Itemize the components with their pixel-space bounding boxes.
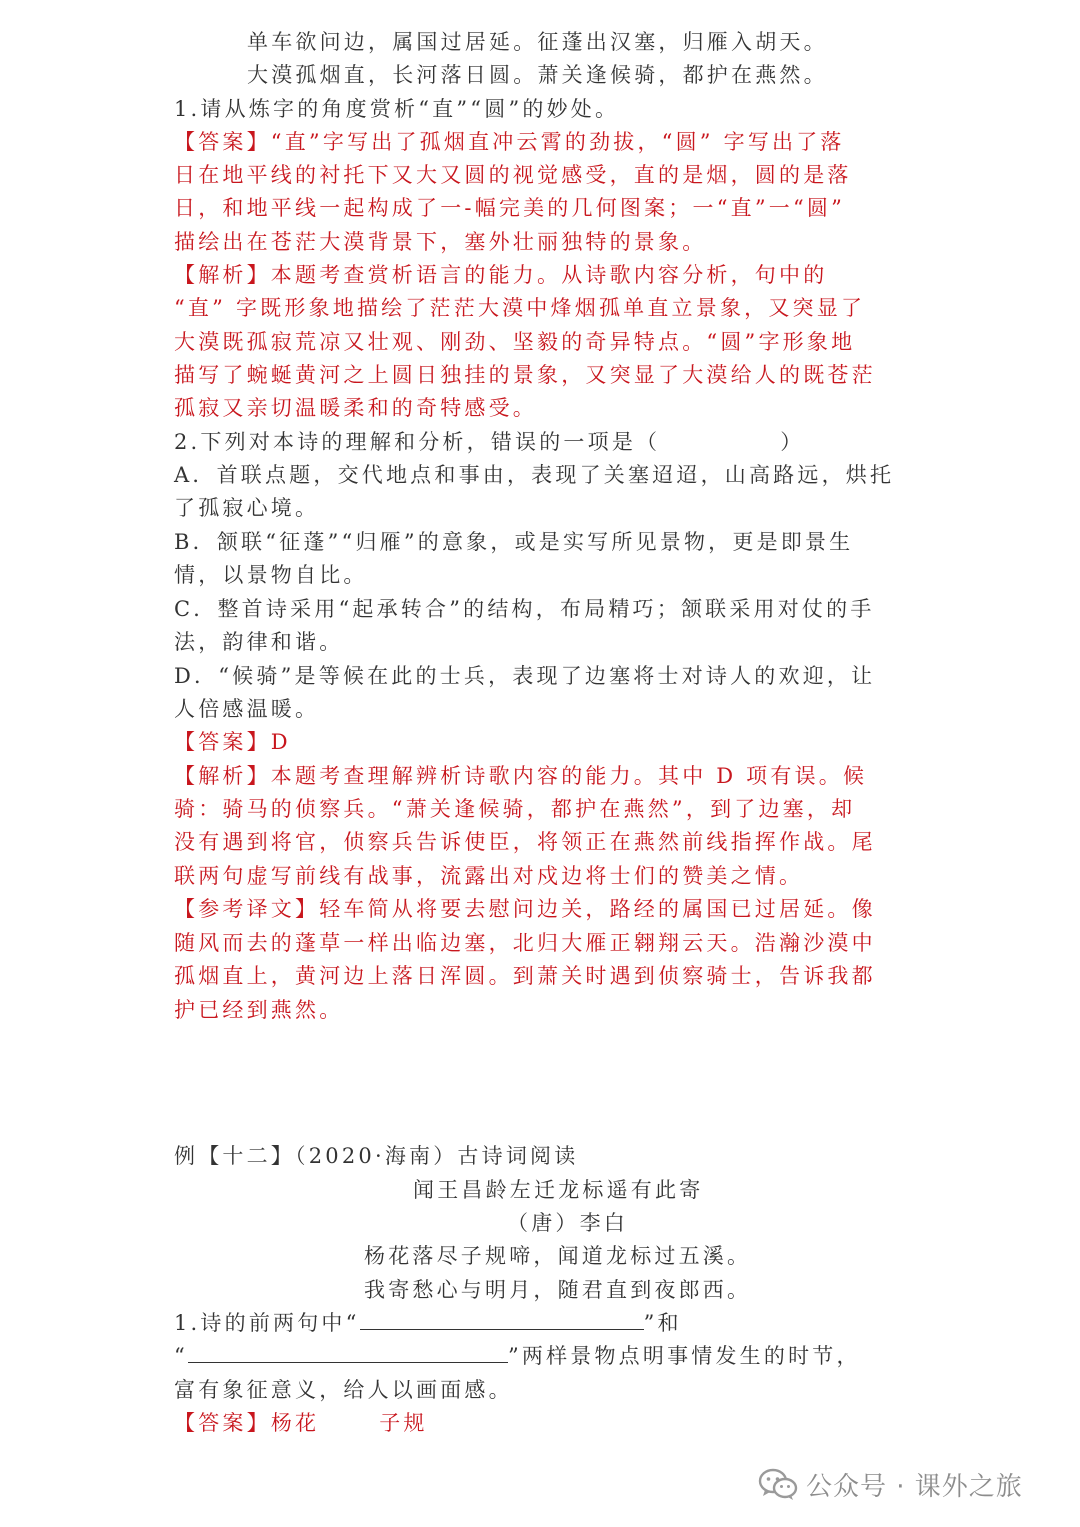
option-a-line-2: 了孤寂心境。	[174, 496, 320, 520]
wechat-icon	[758, 1467, 798, 1501]
answer-2: 【答案】D	[174, 730, 291, 754]
analysis-2-line-3: 没有遇到将官，侦察兵告诉使臣，将领正在燕然前线指挥作战。尾	[174, 830, 876, 854]
translation-line-1: 【参考译文】轻车简从将要去慰问边关，路经的属国已过居延。像	[174, 897, 876, 921]
example-12-heading: 例【十二】（2020·海南）古诗词阅读	[174, 1144, 579, 1168]
option-c-line-2: 法，韵律和谐。	[174, 630, 344, 654]
analysis-2-line-4: 联两句虚写前线有战事，流露出对戍边将士们的赞美之情。	[174, 864, 804, 888]
poem-2-line-1: 杨花落尽子规啼，闻道龙标过五溪。	[364, 1244, 752, 1268]
poem-2-line-2: 我寄愁心与明月，随君直到夜郎西。	[364, 1278, 752, 1302]
example-12-question-line-1	[174, 1307, 682, 1340]
option-b-line-1: B．颔联“征蓬”“归雁”的意象，或是实写所见景物，更是即景生	[174, 530, 854, 554]
fill-blank-2	[188, 1342, 508, 1363]
watermark	[758, 1462, 1023, 1506]
fill-blank-1	[360, 1309, 644, 1330]
answer-1-line-4: 描绘出在苍茫大漠背景下，塞外壮丽独特的景象。	[174, 230, 707, 254]
analysis-1-line-2: “直” 字既形象地描绘了茫茫大漠中烽烟孤单直立景象，又突显了	[174, 296, 866, 320]
option-d-line-1: D．“候骑”是等候在此的士兵，表现了边塞将士对诗人的欢迎，让	[174, 664, 876, 688]
question-text-part-1: 1.诗的前两句中“	[174, 1311, 360, 1335]
analysis-1-line-3: 大漠既孤寂荒凉又壮观、刚劲、坚毅的奇异特点。“圆”字形象地	[174, 330, 856, 354]
option-a-line-1: A．首联点题，交代地点和事由，表现了关塞迢迢，山高路远，烘托	[174, 463, 895, 487]
example-12-question-line-2	[174, 1340, 861, 1373]
poem-line-2: 大漠孤烟直，长河落日圆。萧关逢候骑，都护在燕然。	[247, 63, 828, 87]
question-2-text: 2.下列对本诗的理解和分析，错误的一项是（	[174, 430, 661, 454]
analysis-1-line-1: 【解析】本题考查赏析语言的能力。从诗歌内容分析，句中的	[174, 263, 828, 287]
option-d-line-2: 人倍感温暖。	[174, 697, 320, 721]
translation-line-4: 护已经到燕然。	[174, 998, 344, 1022]
watermark-text: 公众号 · 课外之旅	[806, 1471, 1023, 1502]
question-2-close: ）	[780, 430, 805, 454]
poem-2-author: （唐）李白	[507, 1211, 628, 1235]
option-c-line-1: C．整首诗采用“起承转合”的结构，布局精巧；颔联采用对仗的手	[174, 597, 875, 621]
poem-line-1: 单车欲问边，属国过居延。征蓬出汉塞，归雁入胡天。	[247, 30, 828, 54]
answer-label: 【答案】	[174, 1411, 271, 1435]
question-text-part-3: “	[174, 1344, 188, 1368]
analysis-1-line-4: 描写了蜿蜒黄河之上圆日独挂的景象，又突显了大漠给人的既苍茫	[174, 363, 876, 387]
answer-1-line-2: 日在地平线的衬托下又大又圆的视觉感受，直的是烟，圆的是落	[174, 163, 852, 187]
translation-line-3: 孤烟直上，黄河边上落日浑圆。到萧关时遇到侦察骑士，告诉我都	[174, 964, 876, 988]
example-12-answer	[174, 1407, 428, 1440]
answer-value-2: 子规	[379, 1411, 428, 1435]
translation-line-2: 随风而去的蓬草一样出临边塞，北归大雁正翱翔云天。浩瀚沙漠中	[174, 931, 876, 955]
answer-1-line-1: 【答案】“直”字写出了孤烟直冲云霄的劲拔，“圆” 字写出了落	[174, 130, 845, 154]
answer-1-line-3: 日，和地平线一起构成了一-幅完美的几何图案；一“直”一“圆”	[174, 196, 846, 220]
poem-2-title: 闻王昌龄左迁龙标遥有此寄	[413, 1178, 704, 1202]
question-1: 1.请从炼字的角度赏析“直”“圆”的妙处。	[174, 97, 620, 121]
answer-value-1: 杨花	[270, 1411, 320, 1435]
question-2	[174, 426, 804, 459]
analysis-1-line-5: 孤寂又亲切温暖柔和的奇特感受。	[174, 396, 537, 420]
option-b-line-2: 情，以景物自比。	[174, 563, 368, 587]
example-12-question-line-3: 富有象征意义，给人以画面感。	[174, 1378, 513, 1402]
analysis-2-line-1: 【解析】本题考查理解辨析诗歌内容的能力。其中 D 项有误。候	[174, 764, 868, 788]
question-text-part-2: ”和	[643, 1311, 682, 1335]
question-text-part-4: ”两样景物点明事情发生的时节，	[507, 1344, 861, 1368]
analysis-2-line-2: 骑：骑马的侦察兵。“萧关逢候骑，都护在燕然”，到了边塞，却	[174, 797, 856, 821]
